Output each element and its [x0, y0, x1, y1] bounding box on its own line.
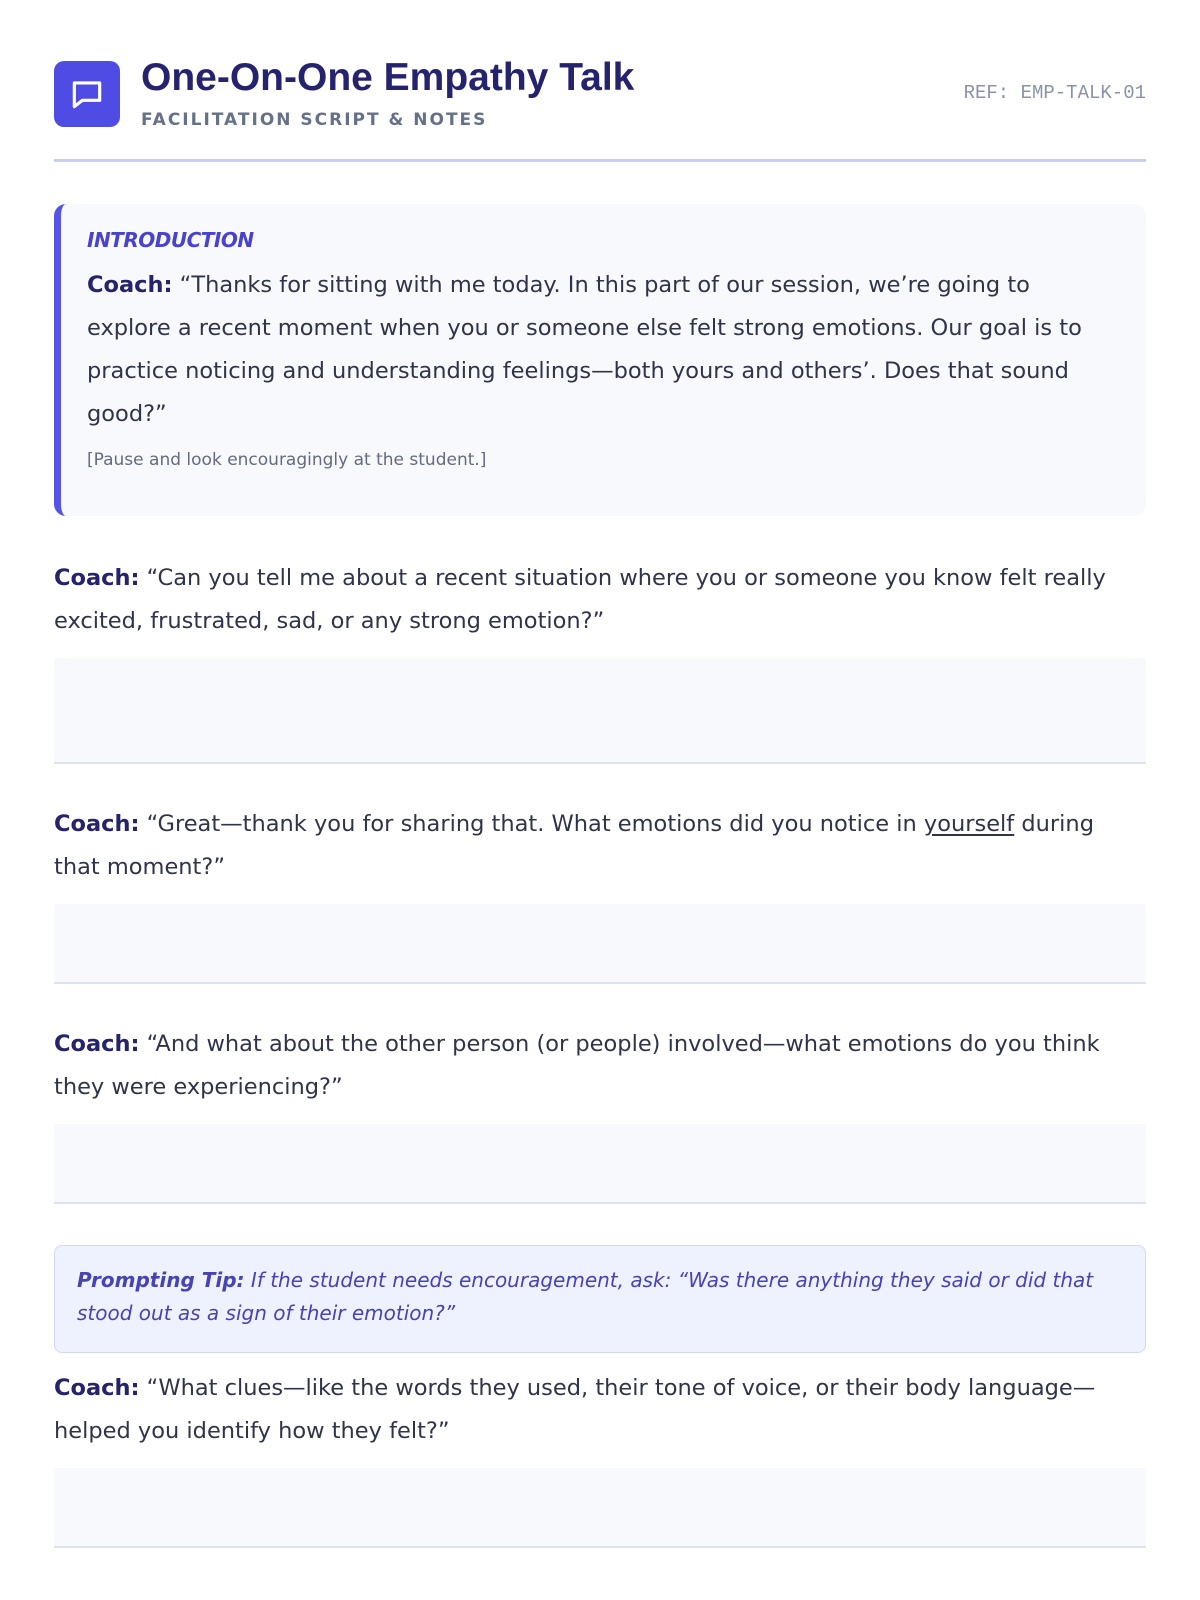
page-title: One-On-One Empathy Talk: [141, 56, 635, 99]
question-text: [54, 557, 1146, 643]
question-quote-start: “Great—thank you for sharing that. What emotions did you notice in: [146, 811, 924, 837]
page-subtitle: FACILITATION SCRIPT & NOTES: [141, 110, 488, 130]
answer-area[interactable]: [54, 1468, 1146, 1548]
introduction-label: INTRODUCTION: [87, 228, 254, 252]
question-block: [54, 557, 1146, 643]
question-text: [54, 803, 1146, 889]
question-quote-end: during that moment?”: [54, 811, 1094, 880]
speaker-label: Coach:: [54, 1375, 140, 1401]
script-page: [54, 0, 1146, 1444]
introduction-panel: [54, 204, 1146, 516]
reference-code: REF: EMP-TALK-01: [963, 82, 1146, 104]
introduction-quote-paragraph: [87, 264, 1120, 436]
prompting-tip: [54, 1245, 1146, 1353]
introduction-quote: “Thanks for sitting with me today. In this part of our session, we’re going to explore a recent moment when you or someone else felt strong emotions. Our goal is to practice noticing and understanding feelings—both yours and others’. Does that sound good?”: [87, 272, 1082, 427]
speaker-label: Coach:: [54, 1031, 140, 1057]
speaker-label: Coach:: [54, 565, 140, 591]
tip-text: If the student needs encouragement, ask: “Was there anything they said or did that stood out as a sign of their emotion?”: [77, 1268, 1094, 1325]
chat-bubble-icon: [54, 61, 120, 127]
question-quote: “And what about the other person (or people) involved—what emotions do you think they were experiencing?”: [54, 1031, 1100, 1100]
question-quote: “Can you tell me about a recent situation where you or someone you know felt really excited, frustrated, sad, or any strong emotion?”: [54, 565, 1106, 634]
question-block: [54, 1023, 1146, 1109]
speaker-label: Coach:: [87, 272, 173, 298]
question-text: [54, 1023, 1146, 1109]
emphasized-word: yourself: [923, 811, 1015, 837]
speaker-label: Coach:: [54, 811, 140, 837]
tip-label: Prompting Tip:: [77, 1268, 245, 1292]
question-block: [54, 1367, 1146, 1453]
answer-area[interactable]: [54, 904, 1146, 984]
question-text: [54, 1367, 1146, 1453]
stage-direction: [Pause and look encouragingly at the student.]: [87, 450, 487, 470]
page-header: [54, 0, 1146, 162]
answer-area[interactable]: [54, 658, 1146, 764]
answer-area[interactable]: [54, 1124, 1146, 1204]
question-block: [54, 803, 1146, 889]
question-quote: “What clues—like the words they used, their tone of voice, or their body language—helped you identify how they felt?”: [54, 1375, 1096, 1444]
